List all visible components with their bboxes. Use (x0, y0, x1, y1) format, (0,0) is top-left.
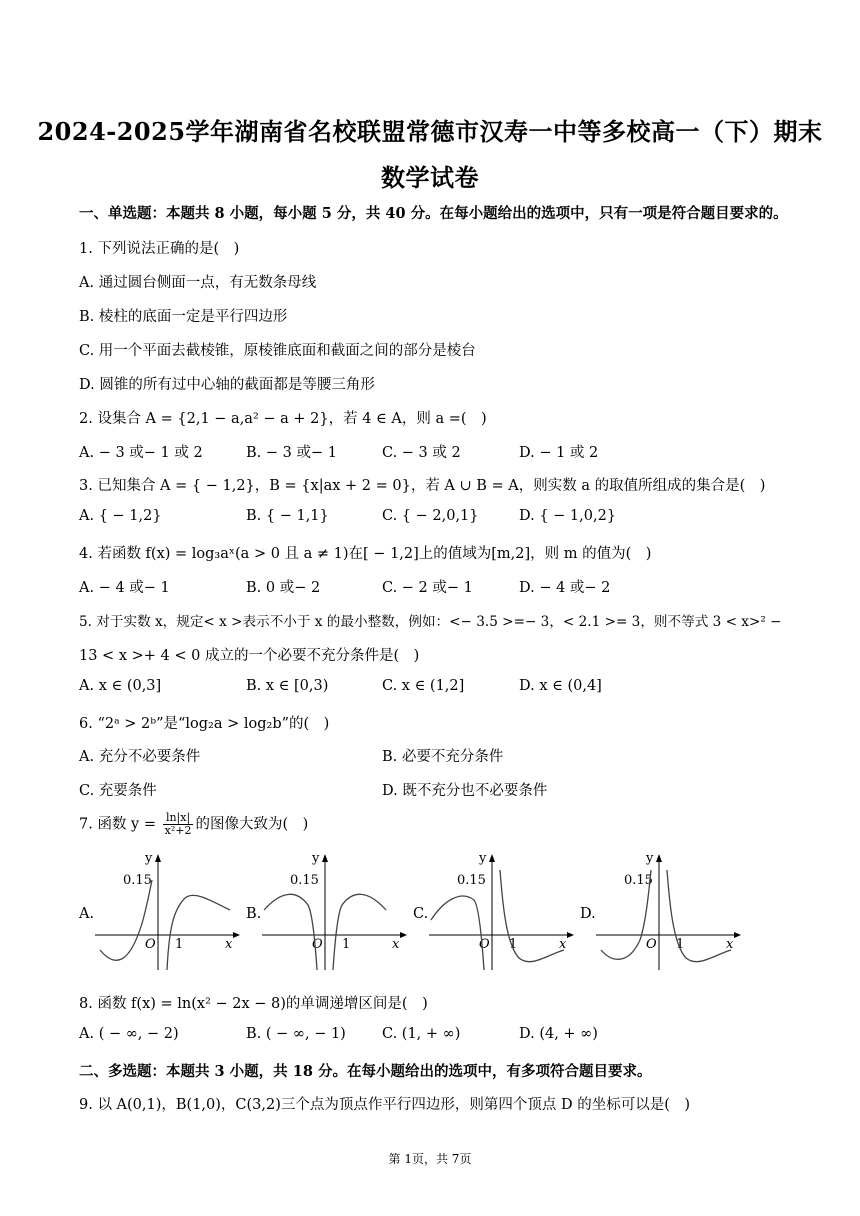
q7-option-c-label: C. (413, 906, 429, 922)
q2-stem: 2. 设集合 A = {2,1 − a,a² − a + 2}，若 4 ∈ A，则 a =( ) (79, 411, 487, 427)
q8-option-c: C. (1, + ∞) (382, 1026, 461, 1042)
q7-option-d-label: D. (580, 906, 596, 922)
q5-stem-line2: 13 < x >+ 4 < 0 成立的一个必要不充分条件是( ) (79, 648, 420, 664)
q1-option-c: C. 用一个平面去截棱锥，原棱锥底面和截面之间的部分是棱台 (79, 343, 476, 359)
q7-graph-c (429, 850, 574, 975)
q7-stem-prefix: 7. 函数 y = (79, 816, 157, 833)
q7-graph-c-ytick: 0.15 (457, 873, 486, 888)
q3-option-d: D. { − 1,0,2} (519, 508, 617, 524)
q5-option-a: A. x ∈ (0,3] (79, 678, 162, 694)
q2-option-b: B. − 3 或− 1 (246, 445, 337, 461)
q1-option-d: D. 圆锥的所有过中心轴的截面都是等腰三角形 (79, 377, 375, 393)
exam-title-line2: 数学试卷 (381, 163, 479, 192)
q7-option-a-label: A. (79, 906, 95, 922)
q4-option-c: C. − 2 或− 1 (382, 580, 473, 596)
q7-graph-a-xtick: 1 (175, 937, 184, 952)
q4-stem: 4. 若函数 f(x) = log₃aˣ(a > 0 且 a ≠ 1)在[ − 1,2]上的值域为[m,2]，则 m 的值为( ) (79, 546, 652, 562)
q3-option-a: A. { − 1,2} (79, 508, 162, 524)
q7-graph-d (596, 850, 741, 975)
q3-stem: 3. 已知集合 A = { − 1,2}，B = {x|ax + 2 = 0}，若 A ∪ B = A，则实数 a 的取值所组成的集合是( ) (79, 478, 766, 494)
q6-option-d: D. 既不充分也不必要条件 (382, 783, 548, 799)
q6-option-a: A. 充分不必要条件 (79, 749, 201, 765)
q7-graph-b-y-label: y (312, 851, 320, 866)
q4-option-b: B. 0 或− 2 (246, 580, 321, 596)
q5-option-b: B. x ∈ [0,3) (246, 678, 329, 694)
q5-option-d: D. x ∈ (0,4] (519, 678, 602, 694)
q8-stem: 8. 函数 f(x) = ln(x² − 2x − 8)的单调递增区间是( ) (79, 996, 428, 1012)
q7-graph-d-y-label: y (646, 851, 654, 866)
q7-graph-a-origin: O (145, 937, 156, 952)
q6-option-b: B. 必要不充分条件 (382, 749, 504, 765)
page-footer: 第 1页，共 7页 (388, 1152, 472, 1166)
q7-graph-d-origin: O (646, 937, 657, 952)
q7-graph-c-origin: O (479, 937, 490, 952)
q8-option-a: A. ( − ∞, − 2) (79, 1026, 179, 1042)
q4-option-a: A. − 4 或− 1 (79, 580, 170, 596)
q1-stem: 1. 下列说法正确的是( ) (79, 241, 240, 257)
q7-fraction (163, 812, 194, 837)
q7-graph-b (262, 850, 407, 975)
q8-option-b: B. ( − ∞, − 1) (246, 1026, 346, 1042)
q7-fraction-numerator: ln|x| (163, 812, 194, 825)
q3-option-b: B. { − 1,1} (246, 508, 329, 524)
section2-heading: 二、多选题：本题共 3 小题，共 18 分。在每小题给出的选项中，有多项符合题目要求。 (79, 1063, 652, 1080)
q7-stem (79, 812, 308, 837)
section1-heading: 一、单选题：本题共 8 小题，每小题 5 分，共 40 分。在每小题给出的选项中，只有一项是符合题目要求的。 (79, 205, 788, 222)
q2-option-d: D. − 1 或 2 (519, 445, 599, 461)
q7-graph-b-ytick: 0.15 (290, 873, 319, 888)
q7-graph-b-xtick: 1 (342, 937, 351, 952)
q7-graph-b-origin: O (312, 937, 323, 952)
q7-stem-suffix: 的图像大致为( ) (195, 816, 309, 833)
q5-stem-line1: 5. 对于实数 x，规定< x >表示不小于 x 的最小整数，例如：<− 3.5 >=− 3，< 2.1 >= 3，则不等式 3 < x>² − (79, 614, 782, 630)
q7-graph-c-xtick: 1 (509, 937, 518, 952)
q8-option-d: D. (4, + ∞) (519, 1026, 598, 1042)
q7-graph-c-x-label: x (559, 937, 567, 952)
q2-option-c: C. − 3 或 2 (382, 445, 461, 461)
q7-graph-b-x-label: x (392, 937, 400, 952)
q1-option-a: A. 通过圆台侧面一点，有无数条母线 (79, 275, 317, 291)
q7-fraction-denominator: x²+2 (164, 824, 192, 837)
q9-stem: 9. 以 A(0,1)，B(1,0)，C(3,2)三个点为顶点作平行四边形，则第四个顶点 D 的坐标可以是( ) (79, 1097, 691, 1113)
q7-graph-a (95, 850, 240, 975)
q6-stem: 6. “2ᵃ > 2ᵇ”是“log₂a > log₂b”的( ) (79, 716, 330, 732)
exam-title-line1: 2024-2025学年湖南省名校联盟常德市汉寿一中等多校高一（下）期末 (37, 117, 823, 146)
q7-graph-d-xtick: 1 (676, 937, 685, 952)
q5-option-c: C. x ∈ (1,2] (382, 678, 465, 694)
q2-option-a: A. − 3 或− 1 或 2 (79, 445, 203, 461)
q7-graph-d-x-label: x (726, 937, 734, 952)
q7-graph-a-y-label: y (145, 851, 153, 866)
q7-graph-d-ytick: 0.15 (624, 873, 653, 888)
q1-option-b: B. 棱柱的底面一定是平行四边形 (79, 309, 288, 325)
q7-graph-c-y-label: y (479, 851, 487, 866)
q7-graph-a-x-label: x (225, 937, 233, 952)
q4-option-d: D. − 4 或− 2 (519, 580, 611, 596)
q6-option-c: C. 充要条件 (79, 783, 157, 799)
q3-option-c: C. { − 2,0,1} (382, 508, 479, 524)
q7-graph-a-ytick: 0.15 (123, 873, 152, 888)
q7-option-b-label: B. (246, 906, 262, 922)
